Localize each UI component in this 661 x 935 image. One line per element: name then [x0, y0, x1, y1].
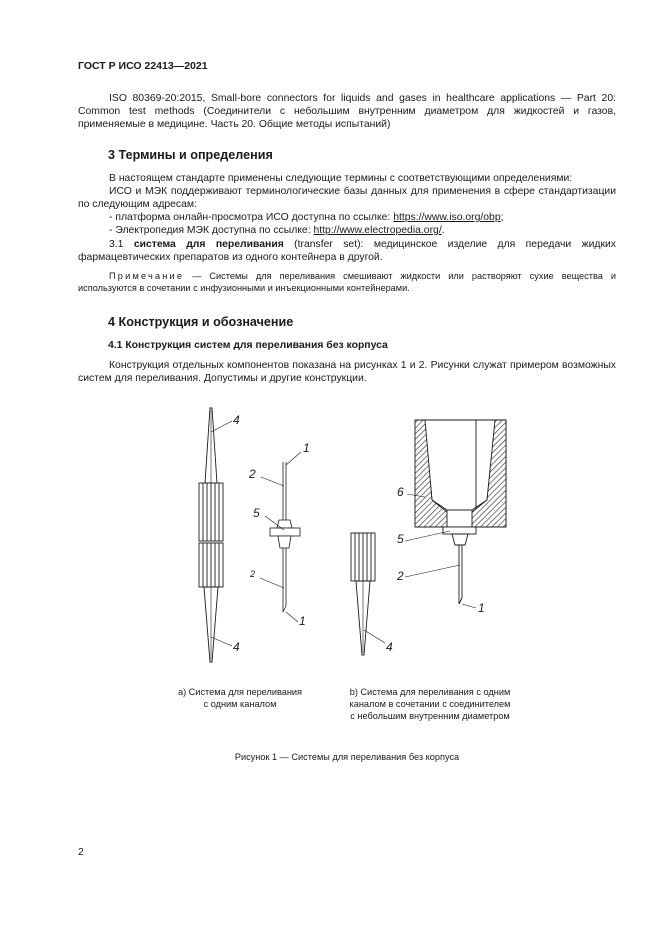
label-6-b: 6	[397, 485, 404, 499]
label-1-top-a: 1	[303, 441, 310, 455]
iso-link-text: - платформа онлайн-просмотра ИСО доступна по ссылке:	[109, 212, 394, 223]
label-2-bottom-a: 2	[250, 569, 256, 579]
label-2-top-a: 2	[249, 467, 256, 481]
section-4-1-title: 4.1 Конструкция систем для переливания без корпуса	[108, 340, 388, 351]
reference-paragraph: ISO 80369-20:2015, Small-bore connectors for liquids and gases in healthcare applications — Part 20: Common test methods (Соединители с небольшим внутренним диаметром для жидкостей и газов, применяемые в медицине. Часть 20. Общие методы испытаний)	[78, 93, 616, 130]
label-5-a: 5	[253, 506, 260, 520]
iso-link[interactable]: https://www.iso.org/obp	[393, 212, 501, 223]
iec-link-text: - Электропедия МЭК доступна по ссылке:	[109, 225, 314, 236]
caption-b	[335, 686, 525, 722]
term-name: система для переливания	[133, 239, 284, 250]
caption-b-line-1: b) Система для переливания с одним	[349, 687, 511, 697]
label-2-b: 2	[397, 569, 404, 583]
label-4-b: 4	[386, 640, 393, 654]
label-1-b: 1	[478, 601, 485, 615]
caption-a-line-2: с одним каналом	[203, 699, 277, 709]
iec-link[interactable]: http://www.electropedia.org/	[313, 225, 442, 236]
label-4-top-a: 4	[233, 413, 240, 427]
label-1-bottom-a: 1	[299, 614, 306, 628]
section-3-paragraph-1: В настоящем стандарте применены следующие термины с соответствующими определениями:	[109, 173, 573, 184]
caption-b-line-3: с небольшим внутренним диаметром	[350, 711, 510, 721]
section-3-paragraph-2: ИСО и МЭК поддерживают терминологические базы данных для применения в сфере стандартизации по следующим адресам:	[78, 186, 616, 210]
note	[78, 270, 616, 294]
section-3-title: 3 Термины и определения	[108, 148, 273, 162]
section-4-paragraph: Конструкция отдельных компонентов показана на рисунках 1 и 2. Рисунки служат примером возможных систем для переливания. Допустимы и другие конструкции.	[78, 360, 616, 384]
figure-b-connector	[405, 420, 506, 608]
caption-a	[160, 686, 320, 710]
figure-a-spike-assembly	[199, 408, 232, 662]
term-number: 3.1	[109, 239, 134, 250]
iso-link-item	[78, 211, 616, 224]
figure-a-needle	[260, 452, 301, 622]
page-number: 2	[78, 847, 84, 858]
caption-b-line-2: каналом в сочетании с соединителем	[349, 699, 511, 709]
note-text: — Системы для переливания смешивают жидкости или растворяют сухие вещества и используются в сочетании с инфузионными и инъекционными контейнерами.	[78, 271, 616, 293]
caption-a-line-1: a) Система для переливания	[177, 687, 303, 697]
figure-b-spike	[351, 533, 385, 655]
figure-title: Рисунок 1 — Системы для переливания без корпуса	[234, 752, 460, 762]
term-rest: (transfer set): медицинское изделие для передачи жидких фармацевтических препаратов из одного контейнера в другой.	[78, 239, 616, 263]
iec-link-item	[78, 224, 616, 237]
label-4-bottom-a: 4	[233, 640, 240, 654]
iso-link-end: ;	[500, 212, 504, 223]
section-4-title: 4 Конструкция и обозначение	[108, 315, 294, 329]
label-5-b: 5	[397, 532, 404, 546]
term-definition	[78, 238, 616, 264]
document-header: ГОСТ Р ИСО 22413—2021	[78, 60, 208, 72]
iec-link-end: .	[441, 225, 445, 236]
figure-1-drawing	[0, 395, 661, 685]
note-label: Примечание	[109, 271, 185, 281]
